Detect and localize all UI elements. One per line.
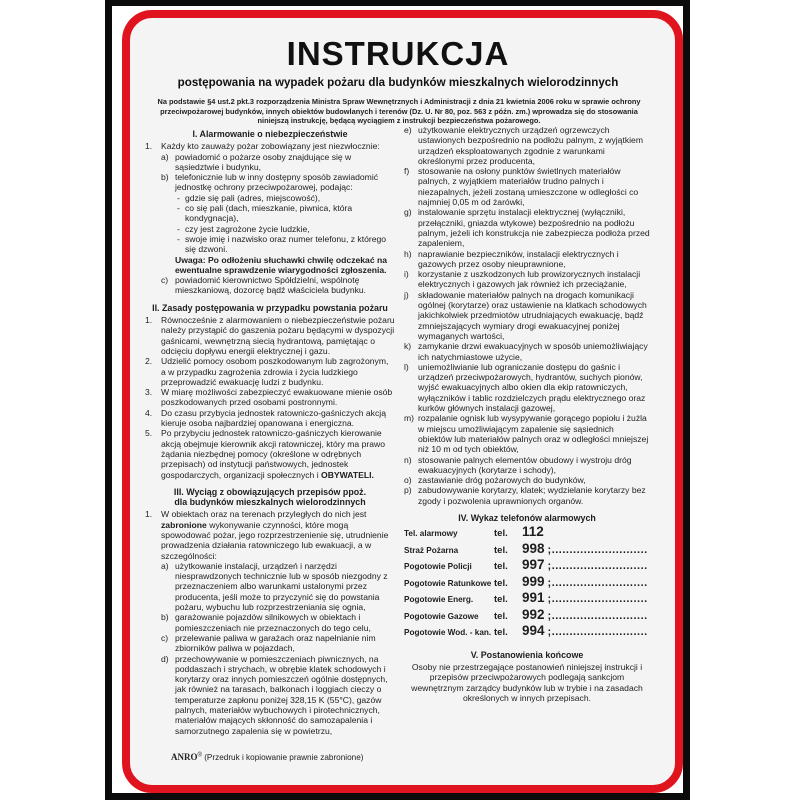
sub-label: a) [161,151,169,162]
dash-item: - gdzie się pali (adres, miejscowość), [177,192,321,203]
item-text: wykonywanie czynności, które mogą spowodować pożar, jego rozprzestrzenienie się, utrudnienie prowadzenia działania ratowniczego lub ewakuacji, a w szczególności: [161,519,389,561]
section-5-heading: V. Postanowienia końcowe [470,649,584,660]
item-number: 1. [145,141,153,152]
sub-item: h) naprawianie bezpieczników, instalacji elektrycznych i gazowych przez osoby nieuprawnione, [404,248,619,269]
sub-text: zamykanie drzwi ewakuacyjnych w sposób uniemożliwiający ich natychmiastowe użycie, [418,341,648,362]
sub-item: j) składowanie materiałów palnych na drogach komunikacji ogólnej (korytarze) oraz ustawienie na klatkach schodowych jakichkolwiek przedmiotów utrudniających ewakuację, bądź zmniejszających wymiary drogi ewakuacyjnej poniżej wymaganych wartości, [404,289,647,341]
phone-number: 112 [522,524,544,540]
sub-item [161,152,395,173]
list-item: 1. Równocześnie z alarmowaniem o niebezpieczeństwie pożaru należy przystąpić do gaszenia pożaru będącymi w dyspozycji gaśnicami, wewnętrzną siecią hydrantową, pamiętając o odcięciu dopływu energii elektrycznej i gazu. [145,315,395,356]
phone-service-name: Pogotowie Ratunkowe [404,578,492,588]
sub-text: zastawianie dróg pożarowych do budynków, [418,475,586,486]
phone-service-name: Tel. alarmowy [404,529,458,539]
sub-text: uniemożliwianie lub ograniczanie dostępu do gaśnic i urządzeń przeciwpożarowych, hydrantów, suchych pionów, wyjść ewakuacyjnych albo okien dla ekip ratowniczych, wyłączników i tablic rozdzielczych prądu elektrycznego oraz kurków głównych instalacji gazowej, [418,361,646,414]
phone-tel-label: tel. [494,561,508,573]
sub-text: przechowywanie w pomieszczeniach piwnicznych, na poddaszach i strychach, w obrębie klatek schodowych i korytarzy oraz innych pomieszczeń ogólnie dostępnych, jak również na tarasach, balkonach i loggiach cieczy o temperaturze zapłonu poniżej 328,15 K (55°C), gazów palnych, materiałów wybuchowych i pirotechnicznych, materiałów mających skłonność do samozapalenia i samorzutnego zapalenia się w powietrzu, [175,653,388,736]
phone-number: 998 [522,540,545,556]
phone-tel-label: tel. [494,610,508,622]
sub-text: powiadomić o pożarze osoby znajdujące się w sąsiedztwie i budynku, [175,151,352,172]
page-title: INSTRUKCJA [286,35,510,72]
warning-note: Uwaga: Po odłożeniu słuchawki chwilę odczekać na ewentualne sprawdzenie wiarygodności zgłoszenia. [175,254,388,275]
phone-service-name: Pogotowie Gazowe [404,611,479,621]
list-item: 4. Do czasu przybycia jednostek ratowniczo-gaśniczych akcją kieruje osoba najbardziej opanowana i energiczna. [145,407,386,429]
phone-tel-label: tel. [494,627,508,639]
dash-text: czy jest zagrożone życie ludzkie, [185,223,310,234]
section-2-heading: II. Zasady postępowania w przypadku powstania pożaru [152,302,388,313]
list-item: 3. W miarę możliwości zabezpieczyć ewakuowane mienie osób poszkodowanych przed osobami postronnymi. [145,387,393,408]
phone-tel-label: tel. [494,594,508,606]
page-subtitle: postępowania na wypadek pożaru dla budynków mieszkalnych wielorodzinnych [177,76,619,89]
item-text: Równocześnie z alarmowaniem o niebezpieczeństwie pożaru należy przystąpić do gaszenia pożaru będącymi w dyspozycji gaśnicami, wewnętrzną siecią hydrantową, pamiętając o odcięciu dopływu energii elektrycznej i gazu. [161,315,395,356]
sub-item: c) przelewanie paliwa w garażach oraz napełnianie nim zbiorników paliwa w pojazdach, [161,632,376,654]
phone-number: 999 [522,573,545,589]
sub-item: l) uniemożliwianie lub ograniczanie dostępu do gaśnic i urządzeń przeciwpożarowych, hydrantów, suchych pionów, wyjść ewakuacyjnych albo okien dla ekip ratowniczych, wyłączników i tablic rozdzielczych prądu elektrycznego oraz kurków głównych instalacji gazowej, [404,361,646,414]
copyright-note: (Przedruk i kopiowanie prawnie zabronione) [204,753,364,762]
item-text: Po przybyciu jednostek ratowniczo-gaśniczych kierowanie akcją obejmuje kierownik akcji ratowniczej, który ma prawo żądania niezbędnej pomocy (określone w odrębnych przepisach) od instytucji państwowych, jednostek gospodarczych, organizacji społecznych i [161,428,385,480]
sub-item [161,172,395,193]
sub-text: garażowanie pojazdów silnikowych w obiektach i pomieszczeniach nie przeznaczonych do tego celu, [175,612,371,633]
sub-text: naprawianie bezpieczników, instalacji elektrycznych i gazowych przez osoby nieuprawnione, [418,248,619,269]
sub-text: użytkowanie instalacji, urządzeń i narzędzi niesprawdzonych technicznie lub w sposób niezgodny z przeznaczeniem albo warunkami ustalonymi przez producenta, jeśli może to przyczynić się do powstania pożaru, wybuchu lub rozprzestrzeniania się ognia, [175,560,388,613]
sub-item: f) stosowanie na osłony punktów świetlnych materiałów palnych, z wyjątkiem materiałów trudno palnych i niezapalnych, jeżeli zostaną umieszczone w odległości co najmniej 0,05 m od żarówki, [404,166,639,208]
list-item [145,141,395,151]
phone-service-name: Pogotowie Energ. [404,595,474,605]
sub-item: d) przechowywanie w pomieszczeniach piwnicznych, na poddaszach i strychach, w obrębie klatek schodowych i korytarzy oraz innych pomieszczeń ogólnie dostępnych, jak również na tarasach, balkonach i loggiach cieczy o temperaturze zapłonu poniżej 328,15 K (55°C), gazów palnych, materiałów wybuchowych i pirotechnicznych, materiałów mających skłonność do samozapalenia i samorzutnego zapalenia się w powietrzu, [161,653,388,736]
right-column [404,125,650,703]
sub-item [161,275,395,296]
phone-list [404,524,650,643]
item-text: Do czasu przybycia jednostek ratowniczo-gaśniczych akcją kieruje osoba najbardziej opanowana i energiczna. [161,407,386,429]
phone-service-name: Pogotowie Wod. - kan. [404,628,492,638]
sub-item: a) użytkowanie instalacji, urządzeń i narzędzi niesprawdzonych technicznie lub w sposób niezgodny z przeznaczeniem albo warunkami ustalonymi przez producenta, jeśli może to przyczynić się do powstania pożaru, wybuchu lub rozprzestrzeniania się ognia, [161,560,388,613]
dash-text: co się pali (dach, mieszkanie, piwnica, która kondygnacja), [185,203,353,224]
dash-item: - co się pali (dach, mieszkanie, piwnica, która kondygnacja), [177,203,353,224]
phone-tel-label: tel. [494,528,508,540]
brand-logo: ANRO [171,752,198,762]
list-item: 1. W obiektach oraz na terenach przyległych do nich jest zabronione wykonywanie czynności, które mogą spowodować pożar, jego rozprzestrzenienie się, utrudnienie prowadzenia działania ratowniczego lub ewakuacji, a w szczególności: [145,509,389,561]
phone-number: 992 [522,606,545,622]
item-text: W miarę możliwości zabezpieczyć ewakuowane mienie osób poszkodowanych przed osobami postronnymi. [161,387,393,408]
list-item: 2. Udzielić pomocy osobom poszkodowanym lub zagrożonym, a w przypadku zagrożenia zdrowia i życia ludzkiego przeprowadzić ewakuację ludzi z budynku. [145,356,389,387]
sub-text: instalowanie sprzętu instalacji elektrycznej (wyłączniki, przełączniki, gniazda wtykowe) bezpośrednio na podłożu palnym, jeżeli ich konstrukcja nie zabezpiecza podłoża przed zapaleniem, [418,207,650,249]
phone-row [404,623,650,643]
sub-item: n) stosowanie palnych elementów obudowy i wystroju dróg ewakuacyjnych (korytarze i schody), [404,454,632,475]
phone-blank-line: ;........................... [547,560,648,573]
sub-item: b) garażowanie pojazdów silnikowych w obiektach i pomieszczeniach nie przeznaczonych do tego celu, [161,612,371,633]
sub-item: m) rozpalanie ognisk lub wysypywanie gorącego popiołu i żużla w miejscu umożliwiającym zapalenie się sąsiednich obiektów lub materiałów palnych oraz w odległości mniejszej niż 10 m od tych obiektów, [404,413,649,455]
sub-item: g) instalowanie sprzętu instalacji elektrycznej (wyłączniki, przełączniki, gniazda wtykowe) bezpośrednio na podłożu palnym, jeżeli ich konstrukcja nie zabezpiecza podłoża przed zapaleniem, [404,207,650,249]
sub-text: powiadomić kierownictwo Spółdzielni, wspólnotę mieszkaniową, dozorcę bądź właściciela budynku. [175,275,367,296]
phone-blank-line: ;........................... [547,576,648,589]
phone-tel-label: tel. [494,577,508,589]
phone-blank-line: ;........................... [547,609,648,622]
item-text: Udzielić pomocy osobom poszkodowanym lub zagrożonym, a w przypadku zagrożenia zdrowia i życia ludzkiego przeprowadzić ewakuację ludzi z budynku. [161,356,389,387]
sub-text: korzystanie z uszkodzonych lub prowizorycznych instalacji elektrycznych i gazowych jak również ich przeciążanie, [418,269,641,290]
phone-blank-line: ;........................... [547,543,648,556]
footer [171,752,364,762]
sub-text: przelewanie paliwa w garażach oraz napełnianie nim zbiorników paliwa w pojazdach, [175,632,376,654]
sub-label: c) [161,275,169,286]
left-column [145,127,395,736]
sub-item: k) zamykanie drzwi ewakuacyjnych w sposób uniemożliwiający ich natychmiastowe użycie, [404,341,648,362]
final-provisions-text: Osoby nie przestrzegające postanowień niniejszej instrukcji i przepisów przeciwpożarowych podlegają sankcjom wewnętrznym zarządcy budynków lub w trybie i na zasadach określonych w innych przepisach. [411,662,643,703]
list-item: 5. Po przybyciu jednostek ratowniczo-gaśniczych kierowanie akcją obejmuje kierownik akcji ratowniczej, który ma prawo żądania niezbędnej pomocy (określone w odrębnych przepisach) od instytucji państwowych, jednostek gospodarczych, organizacji społecznych i OBYWATELI. [145,428,385,480]
phone-service-name: Pogotowie Policji [404,562,472,572]
sub-label: b) [161,172,169,183]
sub-text: rozpalanie ognisk lub wysypywanie gorącego popiołu i żużla w miejscu umożliwiającym zapalenie się sąsiednich obiektów lub materiałów palnych oraz w odległości mniejszej niż 10 m od tych obiektów, [418,413,649,455]
sub-item: o) zastawianie dróg pożarowych do budynków, [404,475,586,486]
sub-text: stosowanie palnych elementów obudowy i wystroju dróg ewakuacyjnych (korytarze i schody), [418,454,632,475]
sub-item: p) zabudowywanie korytarzy, klatek; wydzielanie korytarzy bez zgody i pozwolenia uprawnionych organów. [404,485,646,506]
section-3-subheading: dla budynków mieszkalnych wielorodzinnych [174,497,366,508]
phone-service-name: Straż Pożarna [404,545,459,555]
dash-text: swoje imię i nazwisko oraz numer telefonu, z którego się dzwoni. [185,233,387,255]
sub-item: e) użytkowanie elektrycznych urządzeń ogrzewczych ustawionych bezpośrednio na podłożu palnym, z wyjątkiem urządzeń eksploatowanych zgodnie z warunkami określonymi przez producenta, [404,125,643,166]
phone-blank-line: ;........................... [547,593,648,606]
sub-text: telefonicznie lub w inny dostępny sposób zawiadomić jednostkę ochrony przeciwpożarowej, podając: [175,172,379,193]
sub-text: zabudowywanie korytarzy, klatek; wydzielanie korytarzy bez zgody i pozwolenia uprawnionych organów. [418,485,646,506]
dash-item: - swoje imię i nazwisko oraz numer telefonu, z którego się dzwoni. [177,233,387,255]
phone-number: 994 [522,623,545,639]
dash-text: gdzie się pali (adres, miejscowość), [185,192,321,203]
registered-mark: ® [197,752,202,759]
phone-number: 991 [522,590,545,606]
instruction-sheet [145,35,651,780]
item-text: Każdy kto zauważy pożar zobowiązany jest niezwłocznie: [161,141,380,152]
legal-intro: Na podstawie §4 ust.2 pkt.3 rozporządzenia Ministra Spraw Wewnętrznych i Administracji z dnia 21 kwietnia 2006 roku w sprawie ochrony przeciwpożarowej budynków, innych obiektów budowlanych i terenów (Dz. U. Nr 80, poz. 563 z późn. zm.) wprowadza się do stosowania niniejszą instrukcję, będącą wyciągiem z instrukcji bezpieczeństwa pożarowego. [157,97,641,126]
sub-text: składowanie materiałów palnych na drogach komunikacji ogólnej (korytarze) oraz ustawienie na klatkach schodowych jakichkolwiek przedmiotów utrudniających ewakuację, bądź zmniejszających wymiary drogi ewakuacyjnej poniżej wymaganych wartości, [418,289,647,341]
sub-text: użytkowanie elektrycznych urządzeń ogrzewczych ustawionych bezpośrednio na podłożu palnym, z wyjątkiem urządzeń eksploatowanych zgodnie z warunkami określonymi przez producenta, [418,125,643,166]
section-4-heading: IV. Wykaz telefonów alarmowych [458,512,596,523]
list-item [145,561,395,736]
sub-text: stosowanie na osłony punktów świetlnych materiałów palnych, z wyjątkiem materiałów trudno palnych i niezapalnych, jeżeli zostaną umieszczone w odległości co najmniej 0,05 m od żarówki, [418,166,639,208]
item-bold-text: OBYWATELI. [321,469,374,480]
section-3-heading: III. Wyciąg z obowiązujących przepisów ppoż. [173,486,367,497]
section-1-heading: I. Alarmowanie o niebezpieczeństwie [192,129,348,139]
phone-blank-line: ;........................... [547,626,648,639]
list-item [145,152,395,296]
phone-number: 997 [522,557,545,573]
item-bold-text: zabronione [161,519,207,530]
item-text: W obiektach oraz na terenach przyległych do nich jest [161,509,367,520]
dash-item: - czy jest zagrożone życie ludzkie, [177,223,310,234]
phone-tel-label: tel. [494,544,508,556]
sub-item: i) korzystanie z uszkodzonych lub prowizorycznych instalacji elektrycznych i gazowych jak również ich przeciążanie, [404,269,641,290]
